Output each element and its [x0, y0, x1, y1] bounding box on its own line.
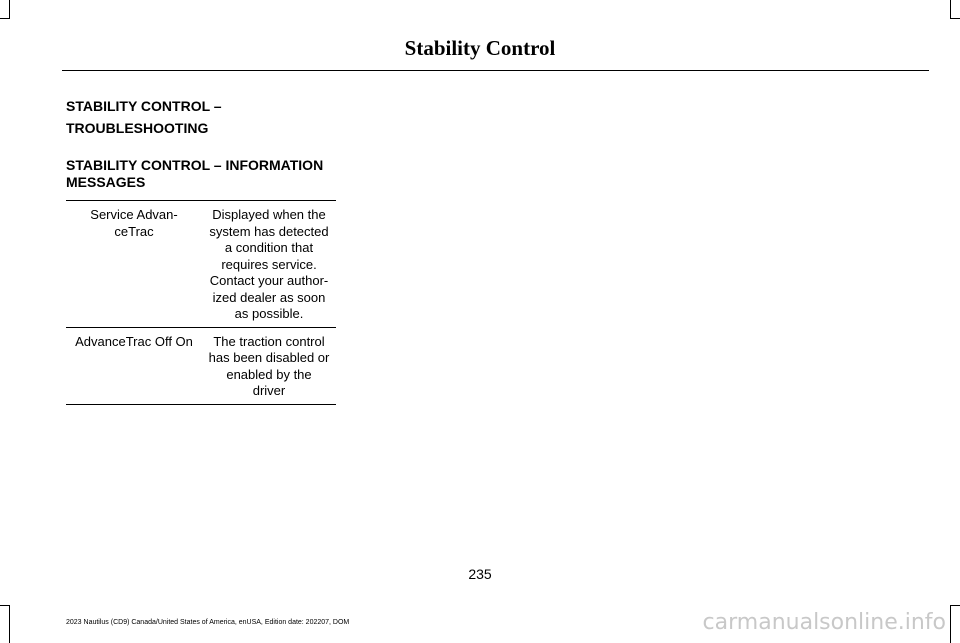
description-cell [202, 327, 336, 404]
edition-footer: 2023 Nautilus (CD9) Canada/United States of America, enUSA, Edition date: 202207, DOM [66, 619, 350, 626]
header-rule [62, 70, 929, 71]
description-line: driver [252, 383, 286, 398]
crop-mark-bottom-right-v [950, 605, 951, 643]
message-text: ceTrac [114, 223, 154, 239]
crop-mark-bottom-right-h [950, 605, 960, 606]
crop-mark-bottom-left-h [0, 605, 10, 606]
table-row [66, 201, 336, 328]
description-line: Displayed when the [212, 207, 326, 222]
section-heading-line2: TROUBLESHOOTING [66, 120, 209, 136]
subheading-line1: STABILITY CONTROL – INFORMATION [66, 157, 324, 173]
message-text: Service Advan- [90, 207, 178, 222]
description-line: requires service. [221, 256, 317, 272]
crop-mark-top-right-v [950, 0, 951, 18]
description-line: a condition that [224, 240, 314, 255]
description-line: ized dealer as soon [212, 289, 326, 305]
page-number: 235 [468, 566, 492, 582]
description-line: as possible. [234, 306, 304, 321]
message-cell [66, 201, 202, 328]
description-line: The traction control [213, 333, 325, 349]
watermark: carmanualsonline.info [702, 610, 946, 635]
information-messages-table [66, 200, 336, 405]
message-text: AdvanceTrac Off On [75, 333, 193, 349]
subheading-line2: MESSAGES [66, 174, 146, 190]
crop-mark-top-right-h [950, 18, 960, 19]
message-cell [66, 327, 202, 404]
crop-mark-top-left-h [0, 18, 10, 19]
page-header-title: Stability Control [404, 36, 556, 60]
table-row [66, 327, 336, 404]
section-heading-line1: STABILITY CONTROL – [66, 98, 222, 114]
crop-mark-bottom-left-v [9, 605, 10, 643]
description-line: Contact your author- [209, 273, 329, 288]
crop-mark-top-left-v [9, 0, 10, 18]
description-cell [202, 201, 336, 328]
description-line: system has detected [209, 223, 329, 239]
description-line: enabled by the [226, 366, 312, 382]
description-line: has been disabled or [208, 350, 330, 365]
